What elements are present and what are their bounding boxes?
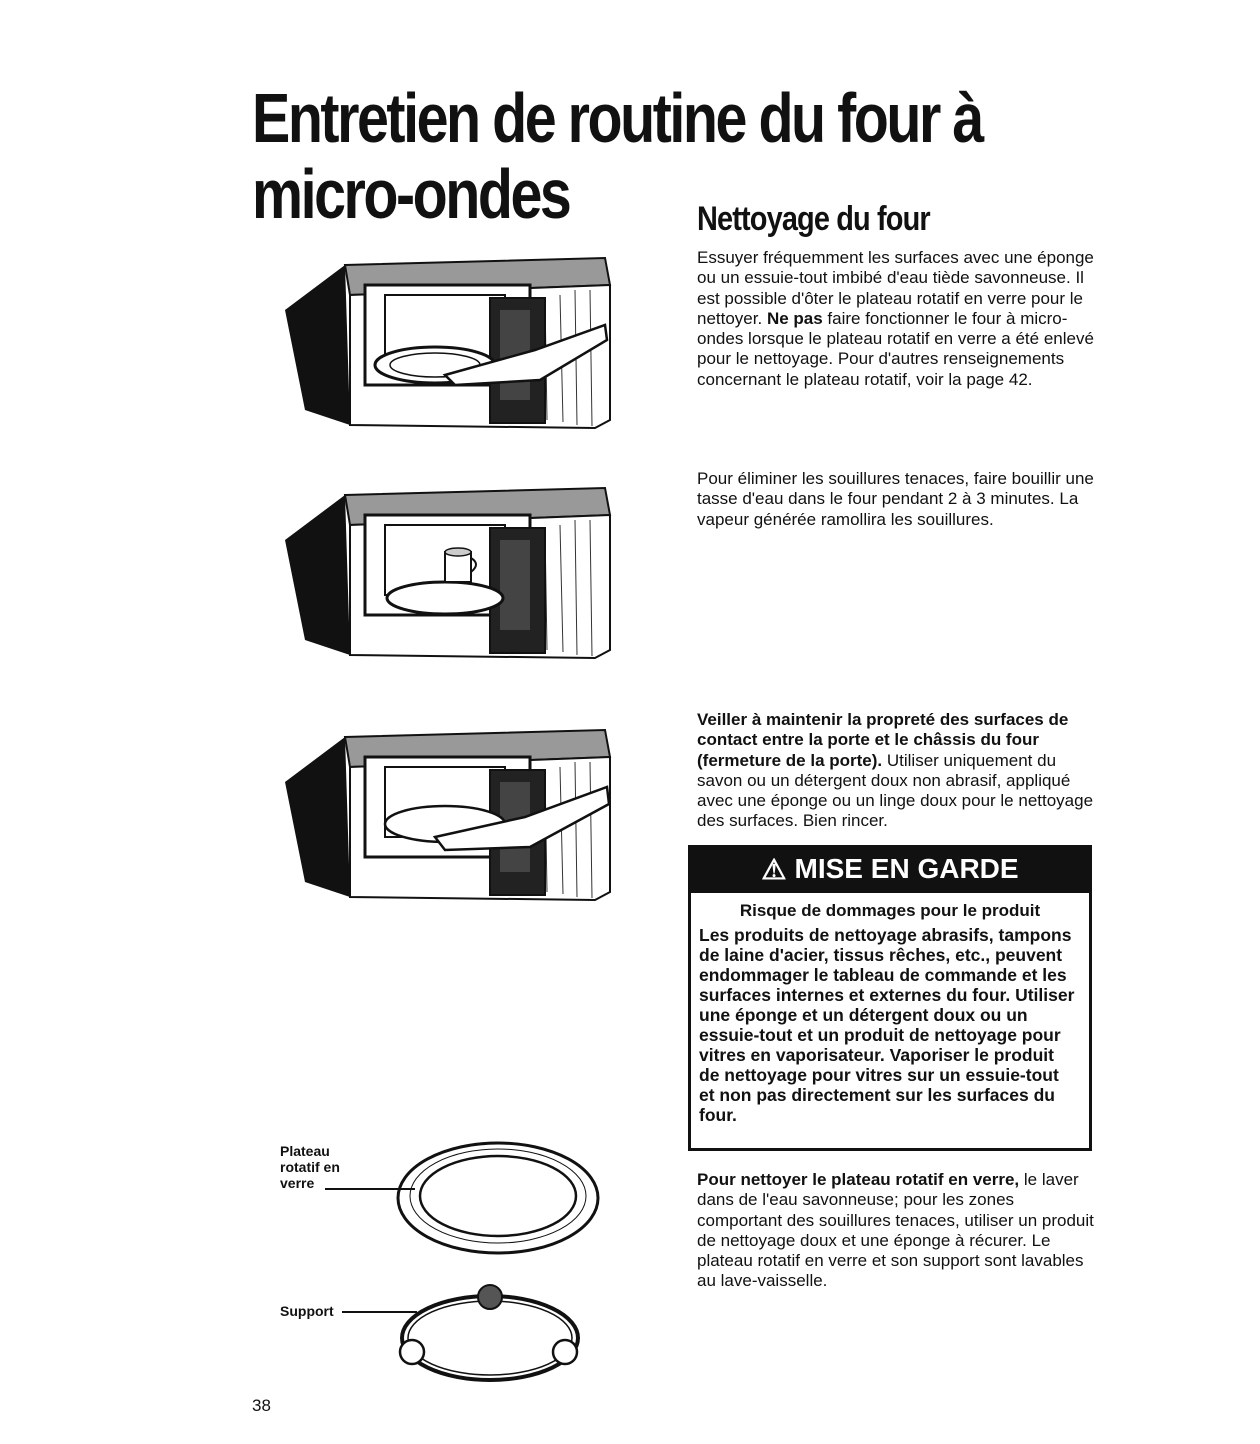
support-leader-line bbox=[342, 1311, 417, 1313]
caution-box bbox=[688, 845, 1092, 1151]
microwave-cleaning-door-illustration bbox=[285, 712, 615, 907]
paragraph-cleaning-text-b: faire fonctionner le four à micro-ondes lorsque le plateau rotatif en verre a été enlevé pour le nettoyage. Pour d'autres renseignements concernant le plateau rotatif, voir la page 42. bbox=[697, 308, 1094, 389]
paragraph-cleaning bbox=[697, 248, 1097, 390]
paragraph-stubborn-soil: Pour éliminer les souillures tenaces, faire bouillir une tasse d'eau dans le four pendant 2 à 3 minutes. La vapeur générée ramollira les souillures. bbox=[697, 469, 1094, 529]
paragraph-turntable bbox=[697, 1170, 1097, 1292]
caution-body: Les produits de nettoyage abrasifs, tampons de laine d'acier, tissus rêches, etc., peuvent endommager le tableau de commande et les surfaces internes et externes du four. Utiliser une éponge et un détergent doux ou un essuie-tout et un produit de nettoyage pour vitres en vaporisateur. Vaporiser le produit de nettoyage pour vitres sur un essuie-tout et non pas directement sur les surfaces du four. bbox=[699, 925, 1075, 1125]
caution-header-text: MISE EN GARDE bbox=[794, 853, 1019, 884]
warning-triangle-icon: ⚠ bbox=[761, 853, 787, 885]
paragraph-cleaning-text-a: Essuyer fréquemment les surfaces avec une éponge ou un essuie-tout imbibé d'eau tiède savonneuse. Il est possible d'ôter le plateau rotatif en verre pour le nettoyer. bbox=[697, 248, 1094, 328]
turntable-label: Plateau rotatif en verre bbox=[280, 1143, 340, 1191]
paragraph-door-seal-text: Utiliser uniquement du savon ou un détergent doux non abrasif, appliqué avec une éponge ou un linge doux pour le nettoyage des surfaces. Bien rincer. bbox=[697, 750, 1094, 831]
page-number: 38 bbox=[252, 1396, 271, 1415]
turntable-and-support-illustration bbox=[390, 1140, 605, 1390]
microwave-removing-turntable-illustration bbox=[285, 240, 615, 435]
support-label: Support bbox=[280, 1303, 334, 1319]
paragraph-door-seal-bold: Veiller à maintenir la propreté des surfaces de contact entre la porte et le châssis du four (fermeture de la porte). bbox=[697, 710, 1069, 770]
caution-header bbox=[688, 845, 1092, 893]
page-title: Entretien de routine du four à micro-ondes bbox=[252, 79, 982, 233]
paragraph-turntable-text: le laver dans de l'eau savonneuse; pour les zones comportant des souillures tenaces, utiliser un produit de nettoyage doux et une éponge à récurer. Le plateau rotatif en verre et son support sont lavables au lave-vaisselle. bbox=[697, 1170, 1094, 1291]
paragraph-door-seal bbox=[697, 710, 1097, 832]
section-heading: Nettoyage du four bbox=[697, 200, 930, 238]
paragraph-turntable-bold: Pour nettoyer le plateau rotatif en verre, bbox=[697, 1170, 1020, 1189]
caution-subheader: Risque de dommages pour le produit bbox=[739, 901, 1041, 920]
microwave-boiling-cup-illustration bbox=[285, 470, 615, 665]
paragraph-cleaning-bold: Ne pas bbox=[766, 308, 823, 328]
turntable-leader-line bbox=[325, 1188, 415, 1190]
